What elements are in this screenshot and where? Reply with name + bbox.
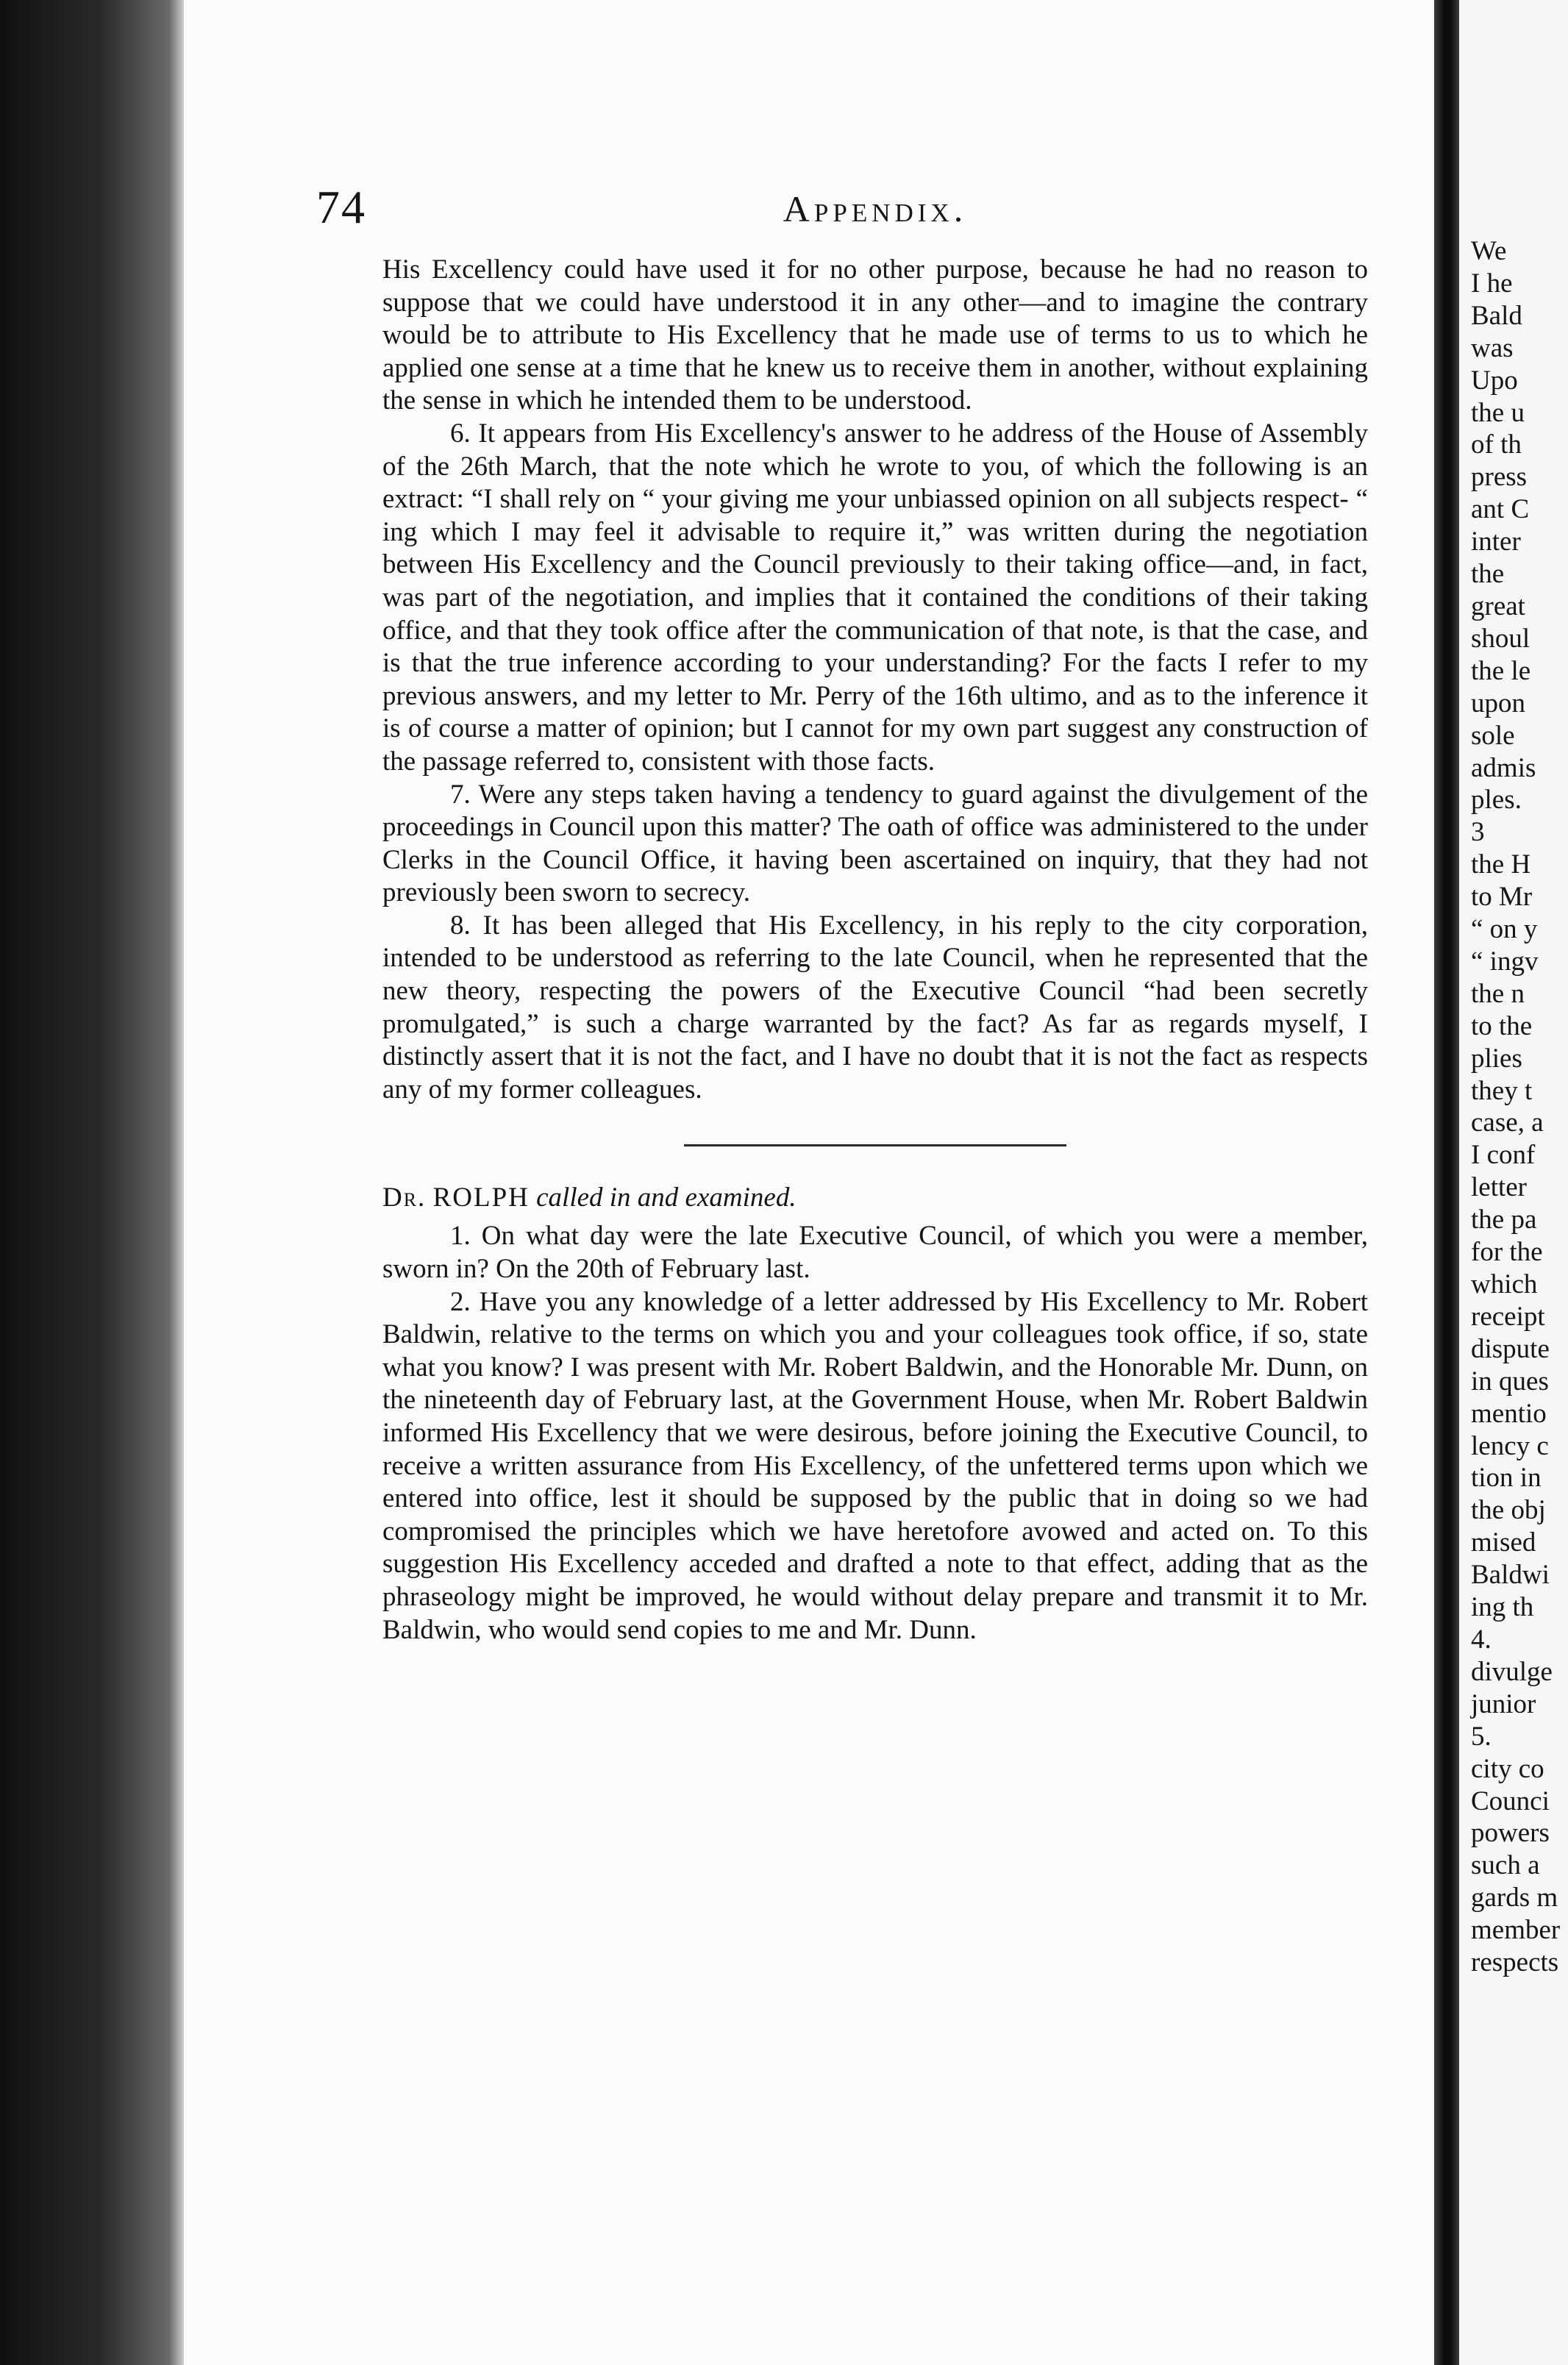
book-page <box>184 0 1434 2365</box>
facing-page-line: shoul <box>1471 623 1530 654</box>
facing-page-line: dispute <box>1471 1333 1550 1364</box>
facing-page-line: “ ingv <box>1471 946 1539 977</box>
facing-page-line: receipt <box>1471 1301 1545 1332</box>
facing-page-line: the H <box>1471 849 1531 880</box>
running-title: Appendix. <box>783 188 968 229</box>
facing-page-line: lency c <box>1471 1430 1549 1461</box>
facing-page-line: upon <box>1471 688 1525 718</box>
facing-page-line: ples. <box>1471 785 1522 816</box>
page-content <box>316 165 1368 1647</box>
facing-page-line: to the <box>1471 1010 1533 1041</box>
facing-page-line: inter <box>1471 527 1521 557</box>
facing-page-line: plies <box>1471 1043 1522 1074</box>
facing-page-line: 5. <box>1471 1721 1492 1752</box>
facing-page-line: ant C <box>1471 494 1530 525</box>
facing-page-line: respects <box>1471 1947 1559 1978</box>
facing-page-line: such a <box>1471 1850 1540 1881</box>
facing-page-line: gards m <box>1471 1883 1558 1913</box>
facing-page-line: Baldwi <box>1471 1560 1550 1591</box>
running-head <box>316 165 1368 254</box>
facing-page-line: I he <box>1471 268 1513 299</box>
scan-binding-edge <box>0 0 184 2365</box>
paragraph-question-6: 6. It appears from His Excellency's answer to he address of the House of Assembly of the 26th March, that the note which he wrote to you, of which the following is an extract: “I shall rely on “ your giving me your unbiassed opinion on all subjects respect- “ ing which I may feel it advisable to require it,” was written during the negotiation between His Excellency and the Council previously to their taking office—and, in fact, was part of the negotiation, and implies that it contained the conditions of their taking office, and that they took office after the communication of that note, is that the case, and is that the true inference according to your understanding? For the facts I refer to my previous answers, and my letter to Mr. Perry of the 16th ultimo, and as to the inference it is of course a matter of opinion; but I cannot for my own part suggest any construction of the passage referred to, consistent with those facts. <box>382 418 1368 777</box>
facing-page-line: in ques <box>1471 1366 1549 1396</box>
facing-page-line: mentio <box>1471 1398 1547 1429</box>
facing-page-line: divulge <box>1471 1656 1553 1687</box>
facing-page-line: ing th <box>1471 1592 1534 1623</box>
facing-page-line: the obj <box>1471 1495 1546 1526</box>
facing-page-line: the u <box>1471 397 1525 428</box>
facing-page-line: Upo <box>1471 365 1518 396</box>
section-heading-name: ROLPH <box>432 1182 530 1213</box>
facing-page-line: Counci <box>1471 1786 1550 1816</box>
facing-page-line: city co <box>1471 1753 1544 1784</box>
facing-page-line: “ on y <box>1471 914 1538 945</box>
book-gutter <box>1434 0 1459 2365</box>
facing-page-line: member <box>1471 1915 1561 1946</box>
facing-page-lines <box>1471 235 1568 1979</box>
facing-page-line: great <box>1471 591 1525 621</box>
paragraph-rolph-question-1: 1. On what day were the late Executive Council, of which you were a member, sworn in? On the 20th of February last. <box>382 1221 1368 1285</box>
facing-page-line: mised <box>1471 1527 1536 1558</box>
facing-page-line: Bald <box>1471 300 1522 331</box>
facing-page-line: We <box>1471 236 1507 266</box>
section-heading-prefix: Dr. <box>382 1182 427 1213</box>
paragraph-question-8: 8. It has been alleged that His Excellency, in his reply to the city corporation, intended to be understood as referring to the late Council, when he represented that the new theory, respecting the powers of the Executive Council “had been secretly promulgated,” is such a charge warranted by the fact? As far as regards myself, I distinctly assert that it is not the fact, and I have no doubt that it is not the fact as respects any of my former colleagues. <box>382 910 1368 1105</box>
page-number: 74 <box>316 181 366 233</box>
facing-page-line: of th <box>1471 429 1522 460</box>
section-heading-suffix: called in and examined. <box>536 1182 797 1213</box>
facing-page-line: junior <box>1471 1688 1536 1719</box>
section-divider <box>684 1144 1066 1146</box>
facing-page-line: powers <box>1471 1818 1550 1849</box>
facing-page-line: press <box>1471 462 1528 493</box>
facing-page-line: 4. <box>1471 1624 1492 1655</box>
facing-page-line: the le <box>1471 655 1531 686</box>
section-heading <box>382 1180 1368 1216</box>
facing-page-line: to Mr <box>1471 882 1533 913</box>
facing-page-line: which <box>1471 1269 1538 1299</box>
paragraph-rolph-question-2: 2. Have you any knowledge of a letter addressed by His Excellency to Mr. Robert Baldwin, relative to the terms on which you and your colleagues took office, if so, state what you know? I was present with Mr. Robert Baldwin, and the Honorable Mr. Dunn, on the nineteenth day of February last, at the Government House, when Mr. Robert Baldwin informed His Excellency that we were desirous, before joining the Executive Council, to receive a written assurance from His Excellency, of the unfettered terms upon which we entered into office, lest it should be supposed by the public that in doing so we had compromised the principles which we have heretofore avowed and acted on. To this suggestion His Excellency acceded and drafted a note to that effect, adding that as the phraseology might be improved, he would without delay prepare and transmit it to Mr. Baldwin, who would send copies to me and Mr. Dunn. <box>382 1286 1368 1645</box>
facing-page-line: was <box>1471 332 1514 363</box>
facing-page-line: 3 <box>1471 817 1485 848</box>
facing-page-line: case, a <box>1471 1107 1544 1138</box>
paragraph-continued: His Excellency could have used it for no other purpose, because he had no reason to suppose that we could have understood it in any other—and to imagine the contrary would be to attribute to His Excellency that he made use of terms to us to which he applied one sense at a time that he knew us to receive them in another, without explaining the sense in which he intended them to be understood. <box>382 254 1368 416</box>
facing-page-line: the n <box>1471 978 1525 1009</box>
facing-page-line: the <box>1471 559 1505 590</box>
facing-page-line: the pa <box>1471 1205 1537 1235</box>
facing-page-line: sole <box>1471 720 1515 751</box>
facing-page-line: for the <box>1471 1237 1543 1268</box>
facing-page-line: tion in <box>1471 1463 1542 1494</box>
facing-page-line: admis <box>1471 752 1536 783</box>
paragraph-question-7: 7. Were any steps taken having a tendency to guard against the divulgement of the proceedings in Council upon this matter? The oath of office was administered to the under Clerks in the Council Office, it having been ascertained on inquiry, that they had not previously been sworn to secrecy. <box>382 779 1368 908</box>
facing-page-line: they t <box>1471 1075 1533 1106</box>
facing-page-line: letter <box>1471 1172 1528 1203</box>
facing-page-fragment <box>1459 0 1568 2365</box>
facing-page-line: I conf <box>1471 1140 1536 1171</box>
